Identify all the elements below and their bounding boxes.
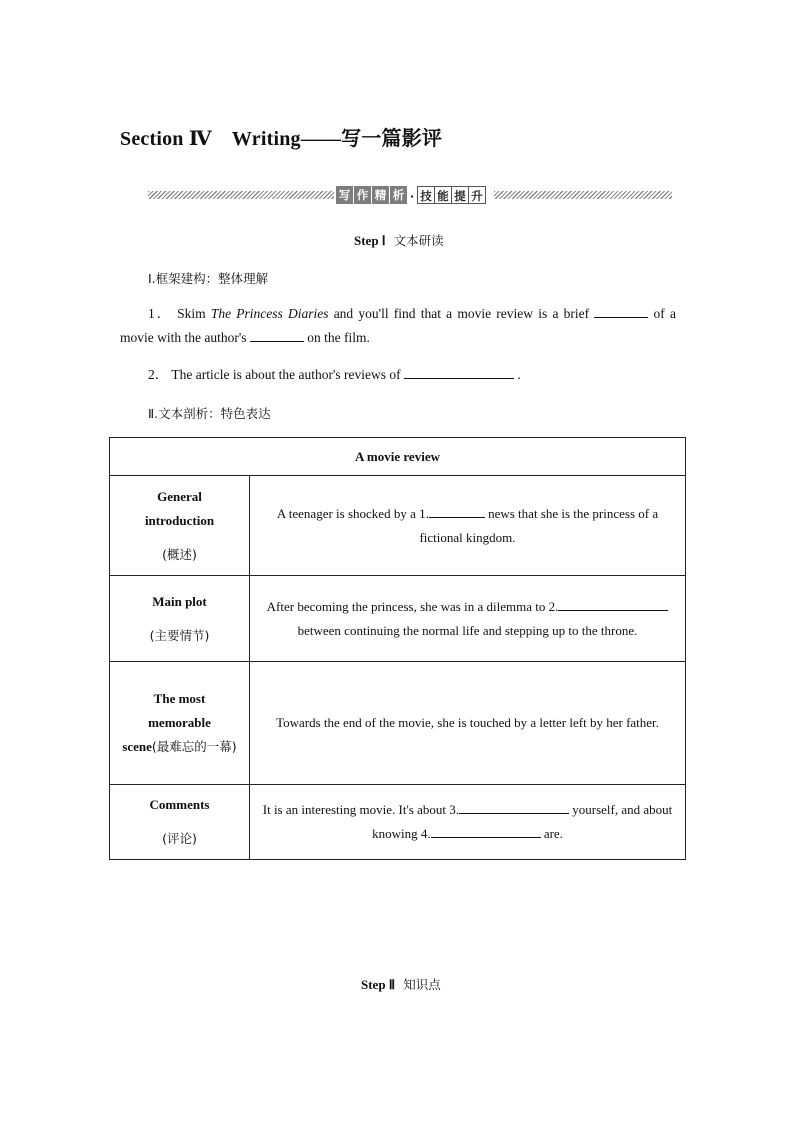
table-blank-2[interactable] (558, 598, 668, 611)
movie-review-table (109, 437, 686, 860)
row-content-comments (250, 785, 686, 860)
content-text: between continuing the normal life and stepping up to the throne. (297, 622, 638, 638)
table-blank-3[interactable] (459, 801, 569, 814)
q1-text-c: of a (653, 306, 676, 321)
content-text: news that she is the princess of a fictional kingdom. (419, 505, 659, 545)
banner-char: 升 (468, 186, 486, 204)
banner-light-group (418, 186, 486, 204)
banner-char: 技 (417, 186, 435, 204)
banner-hatch-right (494, 191, 672, 199)
q2-text: The article is about the author's reviews of (171, 367, 401, 382)
question-1 (120, 302, 676, 350)
row-label-comments (110, 785, 250, 860)
q2-number: 2． (148, 367, 169, 382)
banner-char: 析 (390, 186, 408, 204)
banner-char: 提 (451, 186, 469, 204)
table-row (110, 476, 686, 576)
banner-hatch-left (148, 191, 334, 199)
step-2-text: 知识点 (403, 977, 441, 992)
step-1-heading (354, 231, 444, 249)
label-cn: (最难忘的一幕) (151, 739, 237, 754)
label-line: Main plot (152, 593, 207, 609)
label-line: introduction (144, 512, 215, 528)
banner-char: 精 (372, 186, 390, 204)
step-2-heading (361, 975, 441, 993)
step-2-label: Step Ⅱ (361, 977, 396, 992)
q1-number: 1． (148, 306, 172, 321)
q1-text-d: movie with the author's (120, 330, 247, 345)
q1-blank-2[interactable] (250, 329, 304, 342)
banner-char: 能 (434, 186, 452, 204)
content-text: It is an interesting movie. It's about 3. (262, 802, 459, 817)
row-content-memorable-scene: Towards the end of the movie, she is touched by a letter left by her father. (250, 662, 686, 785)
banner-char: 写 (336, 186, 354, 204)
table-row (110, 785, 686, 860)
q2-end: . (517, 367, 521, 382)
row-content-general-introduction (250, 476, 686, 576)
q1-text-b: and you'll find that a movie review is a brief (333, 306, 590, 321)
question-2 (148, 363, 521, 387)
content-text: are. (543, 826, 563, 841)
label-line: Comments (149, 797, 210, 812)
step-1-text: 文本研读 (393, 233, 444, 248)
part-2-heading: Ⅱ.文本剖析：特色表达 (148, 406, 271, 421)
part-1-heading: Ⅰ.框架建构：整体理解 (148, 271, 269, 286)
row-label-main-plot (110, 576, 250, 662)
q1-text-a: Skim (177, 306, 206, 321)
label-cn: (概述) (162, 546, 197, 562)
q1-blank-1[interactable] (594, 305, 648, 318)
table-header: A movie review (110, 438, 686, 476)
banner-dot: · (410, 190, 415, 203)
content-text: After becoming the princess, she was in a dilemma to 2. (266, 598, 559, 614)
label-line: The most (153, 691, 206, 706)
table-blank-4[interactable] (431, 825, 541, 838)
section-banner (148, 186, 672, 204)
table-blank-1[interactable] (429, 505, 485, 518)
row-label-memorable-scene (110, 662, 250, 785)
q1-text-e: on the film. (307, 330, 370, 345)
table-row (110, 662, 686, 785)
label-line: General (157, 488, 202, 504)
label-line: memorable (148, 715, 211, 730)
row-label-general-introduction (110, 476, 250, 576)
banner-dark-group (336, 186, 408, 204)
table-row (110, 576, 686, 662)
q1-film-title: The Princess Diaries (210, 306, 329, 321)
label-cn: (主要情节) (149, 627, 210, 643)
q2-blank[interactable] (404, 366, 514, 379)
label-line: scene (122, 739, 152, 754)
label-cn: (评论) (162, 831, 197, 846)
content-text: A teenager is shocked by a 1. (276, 505, 429, 521)
page-title: Section Ⅳ Writing——写一篇影评 (120, 128, 443, 150)
step-1-label: Step Ⅰ (354, 233, 386, 248)
banner-char: 作 (354, 186, 372, 204)
row-content-main-plot (250, 576, 686, 662)
content-text: yourself, and about knowing 4. (372, 802, 673, 841)
table-row (110, 438, 686, 476)
